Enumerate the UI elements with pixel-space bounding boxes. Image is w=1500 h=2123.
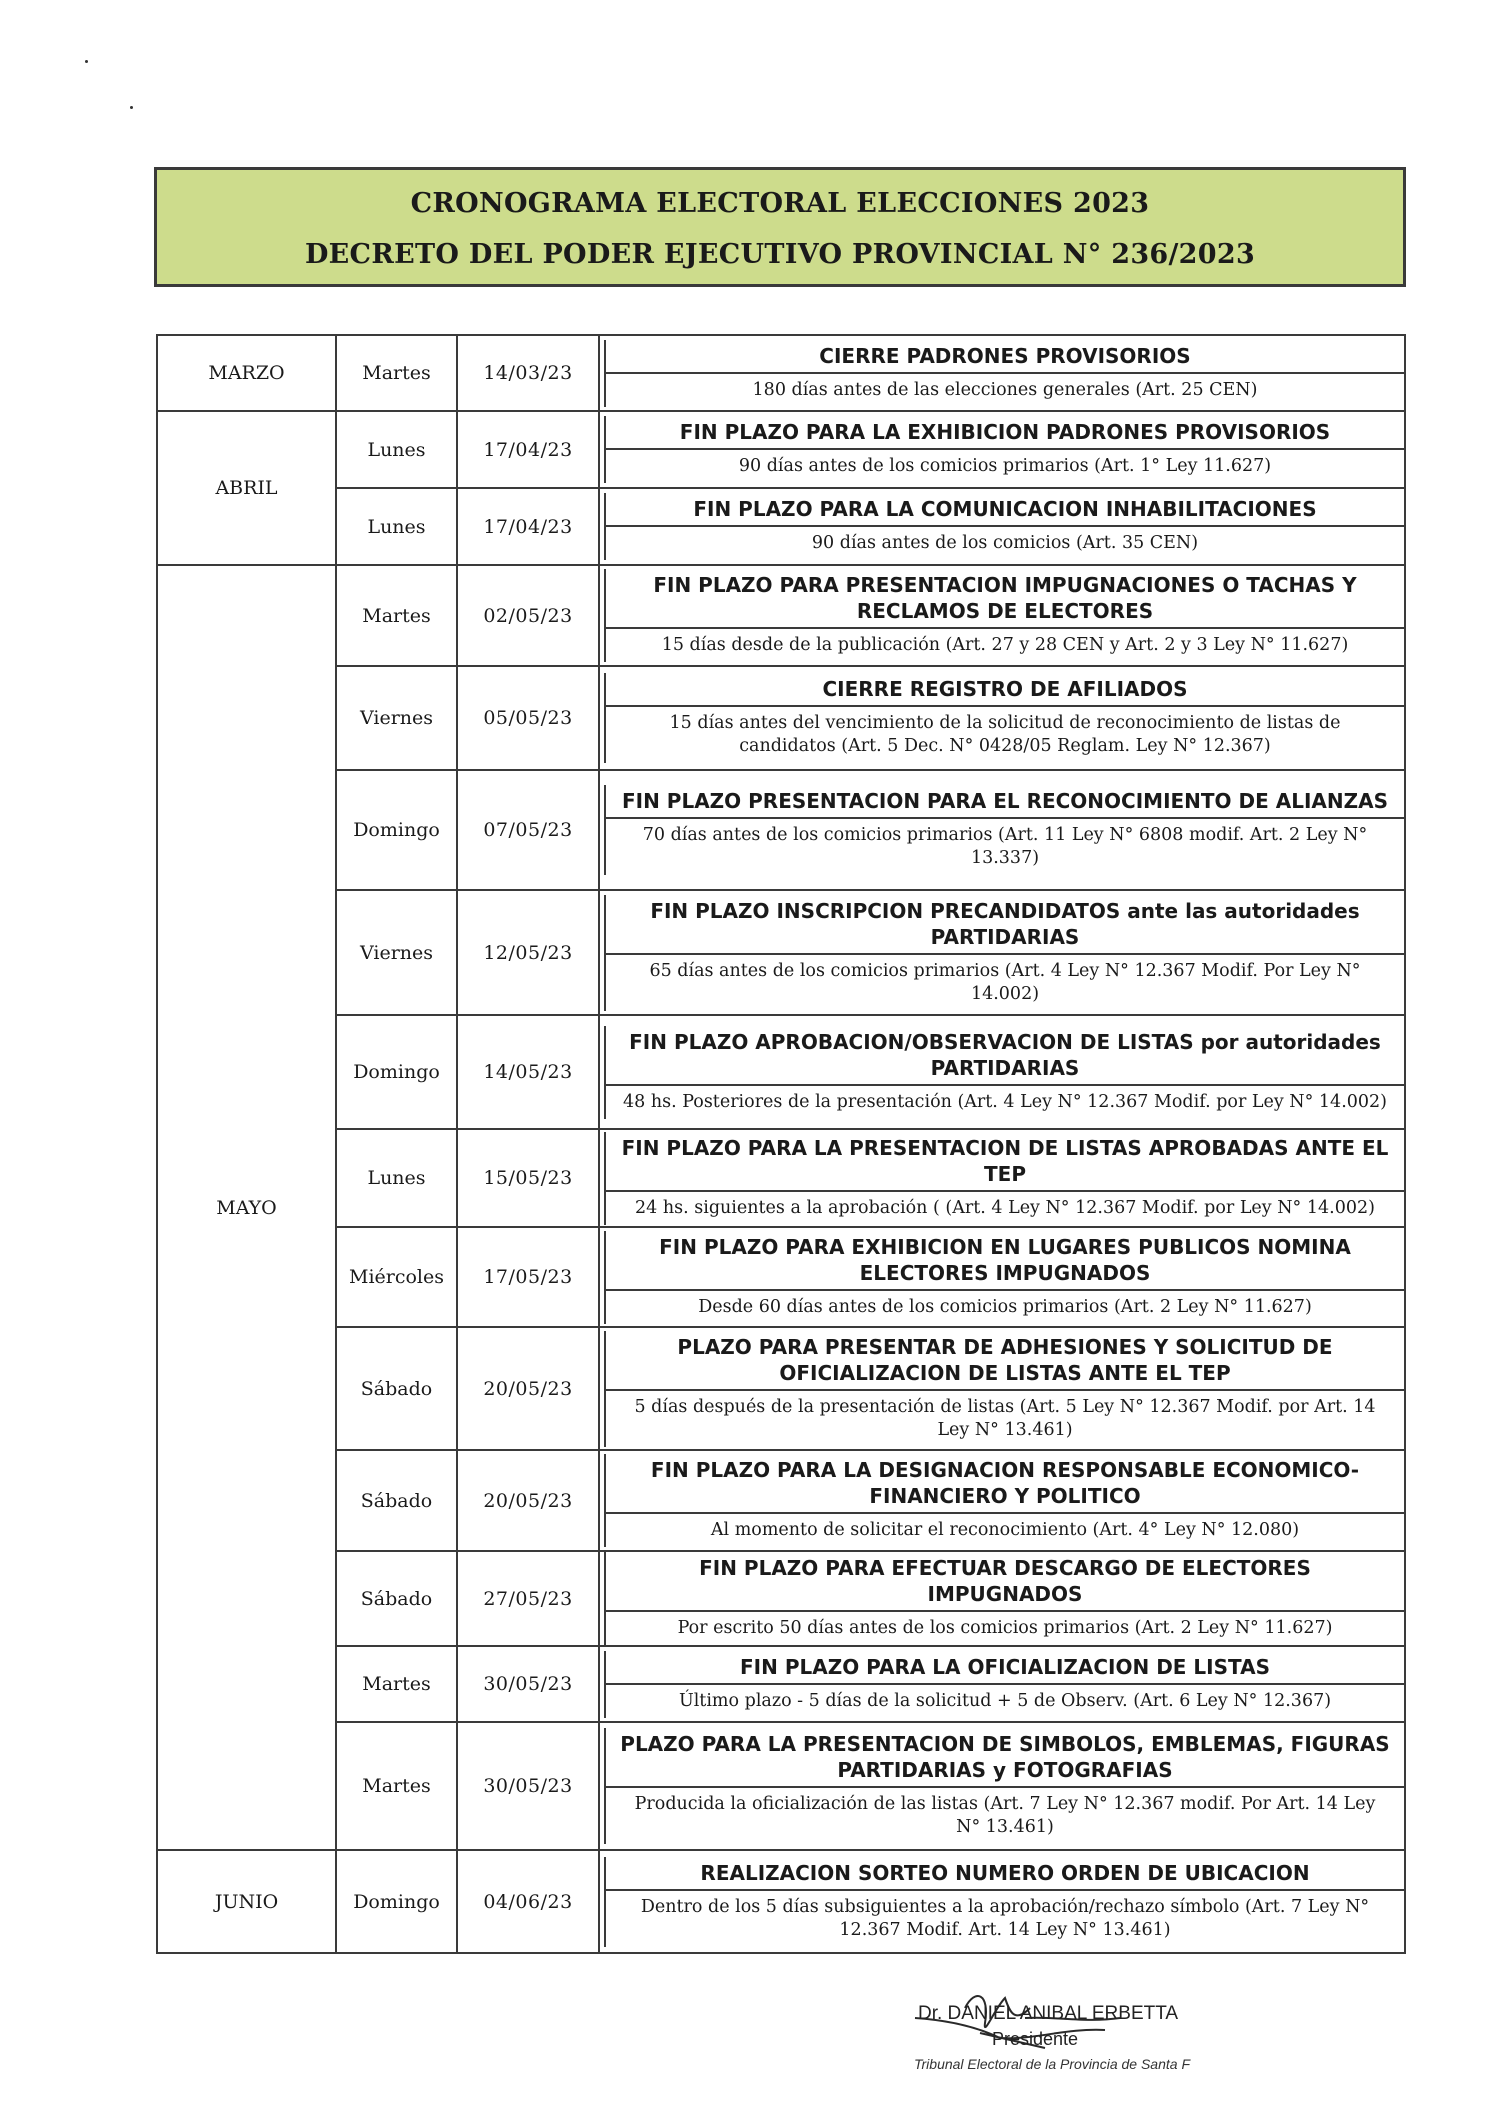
scan-speck [85, 60, 88, 63]
event-title: FIN PLAZO PARA EXHIBICION EN LUGARES PUBLICOS NOMINA ELECTORES IMPUGNADOS [604, 1231, 1404, 1289]
month-cell: MAYO [157, 565, 336, 1850]
event-cell [599, 1722, 1405, 1850]
event-description: 90 días antes de los comicios primarios (Art. 1° Ley 11.627) [604, 448, 1404, 483]
event-description: 90 días antes de los comicios (Art. 35 CEN) [604, 525, 1404, 560]
table-row [157, 335, 1405, 411]
day-cell: Lunes [336, 411, 457, 488]
event-cell [599, 1015, 1405, 1129]
day-cell: Sábado [336, 1450, 457, 1551]
date-cell: 12/05/23 [457, 890, 599, 1015]
event-cell [599, 1850, 1405, 1953]
header-decree: DECRETO DEL PODER EJECUTIVO PROVINCIAL N° 236/2023 [304, 239, 1256, 270]
day-cell: Lunes [336, 1129, 457, 1227]
date-cell: 17/04/23 [457, 411, 599, 488]
event-title: FIN PLAZO PARA LA EXHIBICION PADRONES PROVISORIOS [604, 416, 1404, 448]
event-description: 5 días después de la presentación de listas (Art. 5 Ley N° 12.367 Modif. por Art. 14 Ley N° 13.461) [604, 1389, 1404, 1447]
date-cell: 17/04/23 [457, 488, 599, 565]
day-cell: Domingo [336, 1850, 457, 1953]
table-row [157, 1722, 1405, 1850]
table-row [157, 770, 1405, 890]
event-description: Al momento de solicitar el reconocimiento (Art. 4° Ley N° 12.080) [604, 1512, 1404, 1547]
date-cell: 15/05/23 [457, 1129, 599, 1227]
event-cell [599, 1227, 1405, 1327]
date-cell: 20/05/23 [457, 1450, 599, 1551]
event-title: CIERRE REGISTRO DE AFILIADOS [604, 673, 1404, 705]
event-cell [599, 565, 1405, 666]
table-row [157, 1850, 1405, 1953]
date-cell: 20/05/23 [457, 1327, 599, 1450]
month-cell: MARZO [157, 335, 336, 411]
event-cell [599, 1551, 1405, 1646]
event-description: 24 hs. siguientes a la aprobación ( (Art. 4 Ley N° 12.367 Modif. por Ley N° 14.002) [604, 1190, 1404, 1225]
table-row [157, 411, 1405, 488]
event-cell [599, 1327, 1405, 1450]
day-cell: Domingo [336, 770, 457, 890]
month-cell: JUNIO [157, 1850, 336, 1953]
event-cell [599, 335, 1405, 411]
table-row [157, 1551, 1405, 1646]
signatory-organization: Tribunal Electoral de la Provincia de Santa F [914, 2056, 1190, 2072]
table-row [157, 1327, 1405, 1450]
table-row [157, 1227, 1405, 1327]
table-row [157, 488, 1405, 565]
event-description: 48 hs. Posteriores de la presentación (Art. 4 Ley N° 12.367 Modif. por Ley N° 14.002) [604, 1084, 1404, 1119]
event-description: 15 días antes del vencimiento de la solicitud de reconocimiento de listas de candidatos (Art. 5 Dec. N° 0428/05 Reglam. Ley N° 12.367) [604, 705, 1404, 763]
event-title: FIN PLAZO PARA EFECTUAR DESCARGO DE ELECTORES IMPUGNADOS [604, 1552, 1404, 1610]
event-title: PLAZO PARA PRESENTAR DE ADHESIONES Y SOLICITUD DE OFICIALIZACION DE LISTAS ANTE EL TEP [604, 1331, 1404, 1389]
table-row [157, 1450, 1405, 1551]
day-cell: Sábado [336, 1327, 457, 1450]
event-cell [599, 1646, 1405, 1722]
table-row [157, 890, 1405, 1015]
day-cell: Martes [336, 1722, 457, 1850]
event-description: Dentro de los 5 días subsiguientes a la aprobación/rechazo símbolo (Art. 7 Ley N° 12.367 Modif. Art. 14 Ley N° 13.461) [604, 1889, 1404, 1947]
table-row [157, 666, 1405, 770]
event-description: 180 días antes de las elecciones generales (Art. 25 CEN) [604, 372, 1404, 407]
date-cell: 07/05/23 [457, 770, 599, 890]
date-cell: 30/05/23 [457, 1722, 599, 1850]
day-cell: Viernes [336, 666, 457, 770]
month-cell: ABRIL [157, 411, 336, 565]
event-title: FIN PLAZO PARA PRESENTACION IMPUGNACIONES O TACHAS Y RECLAMOS DE ELECTORES [604, 569, 1404, 627]
date-cell: 02/05/23 [457, 565, 599, 666]
table-row [157, 1129, 1405, 1227]
date-cell: 14/03/23 [457, 335, 599, 411]
event-title: FIN PLAZO PARA LA DESIGNACION RESPONSABLE ECONOMICO-FINANCIERO Y POLITICO [604, 1454, 1404, 1512]
day-cell: Viernes [336, 890, 457, 1015]
day-cell: Martes [336, 565, 457, 666]
header-title: CRONOGRAMA ELECTORAL ELECCIONES 2023 [410, 188, 1150, 219]
event-description: Por escrito 50 días antes de los comicios primarios (Art. 2 Ley N° 11.627) [604, 1610, 1404, 1645]
table-row [157, 565, 1405, 666]
event-cell [599, 770, 1405, 890]
day-cell: Sábado [336, 1551, 457, 1646]
date-cell: 30/05/23 [457, 1646, 599, 1722]
event-description: Desde 60 días antes de los comicios primarios (Art. 2 Ley N° 11.627) [604, 1289, 1404, 1324]
date-cell: 14/05/23 [457, 1015, 599, 1129]
event-description: 65 días antes de los comicios primarios (Art. 4 Ley N° 12.367 Modif. Por Ley N° 14.002) [604, 953, 1404, 1011]
table-row [157, 1646, 1405, 1722]
date-cell: 27/05/23 [457, 1551, 599, 1646]
event-cell [599, 1129, 1405, 1227]
schedule-table [156, 334, 1406, 1954]
event-cell [599, 1450, 1405, 1551]
event-description: Producida la oficialización de las listas (Art. 7 Ley N° 12.367 modif. Por Art. 14 Ley N° 13.461) [604, 1786, 1404, 1844]
event-title: FIN PLAZO PRESENTACION PARA EL RECONOCIMIENTO DE ALIANZAS [604, 785, 1404, 817]
table-row [157, 1015, 1405, 1129]
day-cell: Miércoles [336, 1227, 457, 1327]
event-title: CIERRE PADRONES PROVISORIOS [604, 340, 1404, 372]
signatory-name: Dr. DANIEL ANIBAL ERBETTA [918, 2003, 1179, 2024]
day-cell: Martes [336, 335, 457, 411]
event-cell [599, 666, 1405, 770]
event-title: FIN PLAZO PARA LA PRESENTACION DE LISTAS APROBADAS ANTE EL TEP [604, 1132, 1404, 1190]
date-cell: 05/05/23 [457, 666, 599, 770]
event-title: FIN PLAZO APROBACION/OBSERVACION DE LISTAS por autoridades PARTIDARIAS [604, 1026, 1404, 1084]
event-title: FIN PLAZO PARA LA OFICIALIZACION DE LISTAS [604, 1651, 1404, 1683]
document-header [154, 167, 1406, 287]
date-cell: 04/06/23 [457, 1850, 599, 1953]
event-title: REALIZACION SORTEO NUMERO ORDEN DE UBICACION [604, 1857, 1404, 1889]
event-title: PLAZO PARA LA PRESENTACION DE SIMBOLOS, EMBLEMAS, FIGURAS PARTIDARIAS y FOTOGRAFIAS [604, 1728, 1404, 1786]
event-description: 15 días desde de la publicación (Art. 27 y 28 CEN y Art. 2 y 3 Ley N° 11.627) [604, 627, 1404, 662]
day-cell: Martes [336, 1646, 457, 1722]
day-cell: Domingo [336, 1015, 457, 1129]
event-description: 70 días antes de los comicios primarios (Art. 11 Ley N° 6808 modif. Art. 2 Ley N° 13.337) [604, 817, 1404, 875]
event-cell [599, 890, 1405, 1015]
event-description: Último plazo - 5 días de la solicitud + 5 de Observ. (Art. 6 Ley N° 12.367) [604, 1683, 1404, 1718]
scan-speck [130, 106, 133, 109]
event-title: FIN PLAZO PARA LA COMUNICACION INHABILITACIONES [604, 493, 1404, 525]
day-cell: Lunes [336, 488, 457, 565]
event-cell [599, 488, 1405, 565]
event-title: FIN PLAZO INSCRIPCION PRECANDIDATOS ante las autoridades PARTIDARIAS [604, 895, 1404, 953]
event-cell [599, 411, 1405, 488]
signatory-role: Presidente [992, 2029, 1079, 2049]
date-cell: 17/05/23 [457, 1227, 599, 1327]
